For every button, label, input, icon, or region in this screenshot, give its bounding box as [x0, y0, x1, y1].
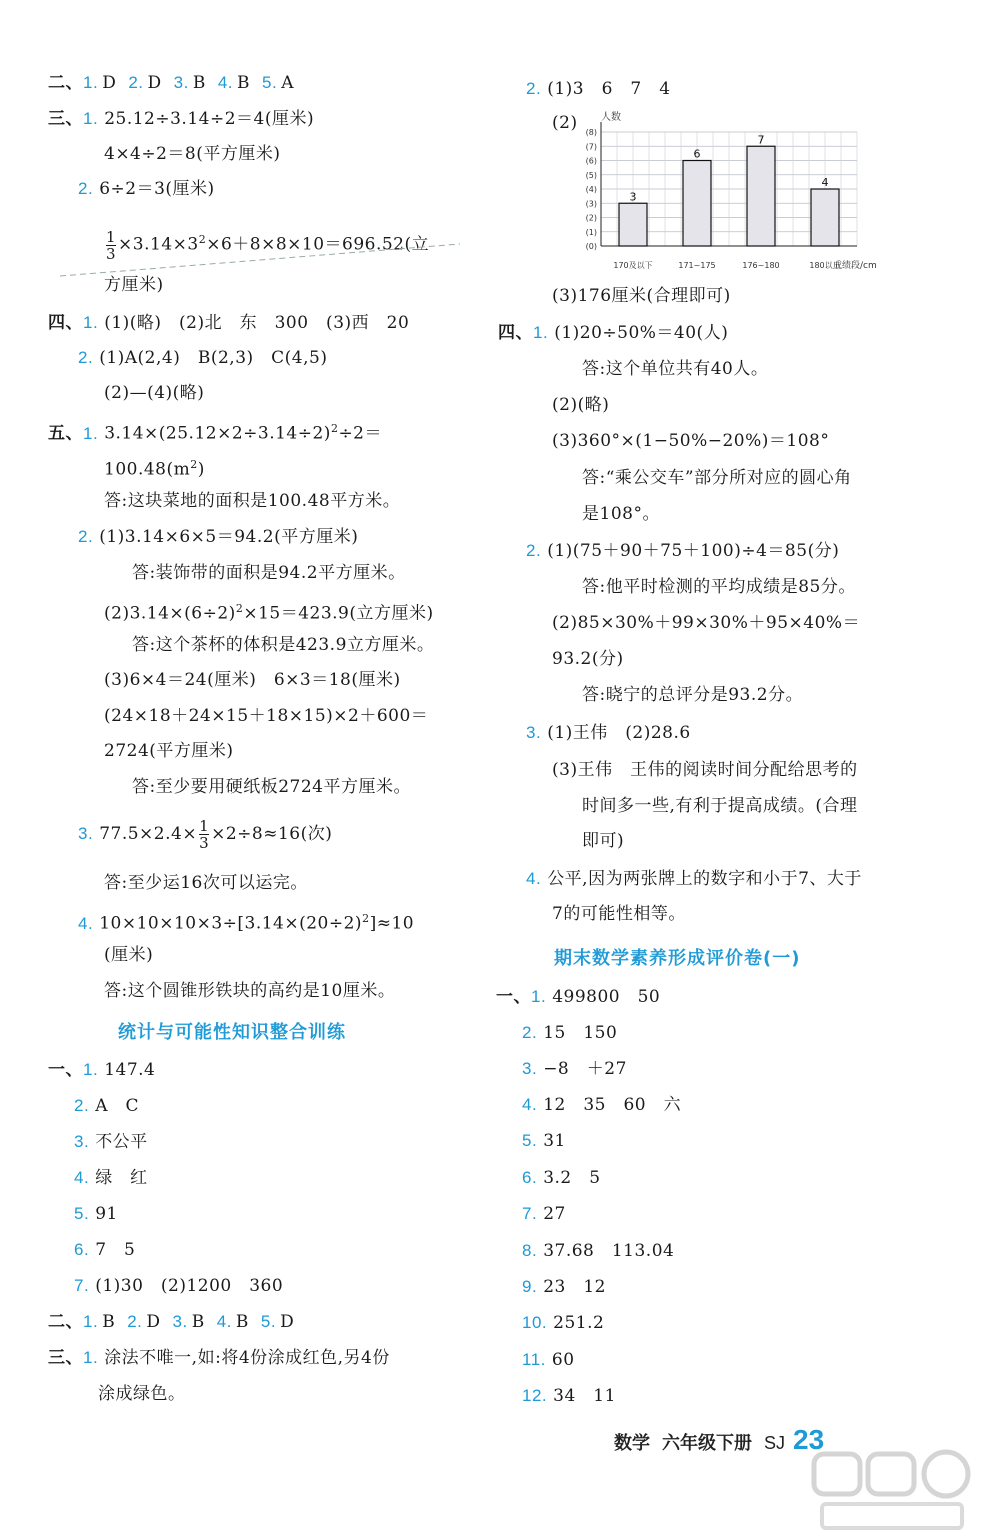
item-number: 7. [522, 1204, 538, 1223]
section-label: 一、 [48, 1060, 83, 1080]
item-number: 1. [83, 1312, 99, 1331]
list-item [522, 1054, 627, 1084]
answer-text: (2)85×30%＋99×30%＋95×40%＝ [552, 613, 861, 633]
fraction-denominator: 3 [199, 834, 210, 852]
fraction-numerator: 1 [106, 227, 117, 246]
list-item [522, 1272, 606, 1302]
answer-text: 时间多一些,有利于提高成绩。(合理 [582, 796, 858, 816]
item-answer: A [281, 73, 294, 93]
answer-text: ) [197, 459, 205, 480]
answer-text: (3)176厘米(合理即可) [552, 286, 731, 306]
y-tick-label: (1) [585, 227, 597, 237]
item-answer: B [235, 1312, 249, 1332]
item-number: 6. [522, 1168, 538, 1187]
item-number: 2. [128, 73, 144, 92]
item-number: 4. [216, 1312, 232, 1331]
answer-line [496, 982, 660, 1012]
bar [683, 161, 711, 247]
item-number: 12. [522, 1386, 548, 1405]
answer-line [48, 1307, 294, 1337]
list-item [74, 1199, 118, 1229]
list-item [522, 1126, 566, 1156]
item-number: 2. [127, 1312, 143, 1331]
item-number: 7. [74, 1276, 90, 1295]
item-answer: D [102, 73, 117, 93]
item-answer: A C [95, 1096, 139, 1116]
y-tick-label: (4) [585, 185, 597, 194]
footer-subject: 数学 [614, 1433, 650, 1454]
y-tick-label: (5) [585, 170, 597, 180]
answer-text: ×6＋8×8×10＝696.52(立 [206, 234, 430, 255]
item-number: 2. [74, 1096, 90, 1115]
answer-text: 答:装饰带的面积是94.2平方厘米。 [132, 563, 406, 583]
item-answer: D [147, 73, 162, 93]
answer-line [48, 414, 382, 444]
answer-text: 2724(平方厘米) [104, 741, 234, 761]
item-number: 3. [526, 723, 542, 742]
section-label: 五、 [48, 423, 83, 444]
answer-text: 答:“乘公交车”部分所对应的圆心角 [582, 468, 852, 488]
answer-text: (1)(略) (2)北 东 300 (3)西 20 [104, 313, 410, 333]
answer-text: (3)6×4＝24(厘米) 6×3＝18(厘米) [104, 670, 401, 690]
item-number: 4. [74, 1168, 90, 1187]
watermark-logo [808, 1448, 978, 1536]
item-number: 1. [533, 323, 549, 342]
item-number: 1. [83, 73, 99, 92]
item-number: 10. [522, 1313, 548, 1332]
item-number: 3. [173, 73, 189, 92]
item-answer: (1)30 (2)1200 360 [95, 1276, 284, 1296]
item-answer: 60 [551, 1350, 575, 1370]
answer-text: 4×4÷2＝8(平方厘米) [104, 144, 281, 164]
answer-line [78, 814, 332, 854]
answer-line [104, 450, 205, 480]
list-item [522, 1199, 566, 1229]
answer-text: (3)360°×(1−50%−20%)＝108° [552, 431, 830, 451]
list-item [522, 1236, 674, 1266]
item-number: 3. [74, 1132, 90, 1151]
answer-line [78, 522, 358, 552]
list-item [522, 1163, 601, 1193]
answer-line [48, 308, 409, 338]
section-label: 三、 [48, 1348, 83, 1368]
section-heading: 期末数学素养形成评价卷(一) [554, 948, 801, 969]
section-label: 三、 [48, 109, 83, 129]
fraction-numerator: 1 [199, 817, 210, 835]
section-heading: 统计与可能性知识整合训练 [118, 1022, 346, 1043]
answer-text: 答:这个茶杯的体积是423.9立方厘米。 [132, 635, 435, 655]
item-answer: 34 11 [553, 1386, 616, 1406]
section-label: 二、 [48, 1312, 83, 1332]
item-number: 6. [74, 1240, 90, 1259]
item-answer: B [102, 1312, 116, 1332]
item-number: 3. [522, 1059, 538, 1078]
answer-text: 答:至少运16次可以运完。 [104, 873, 308, 893]
footer-grade: 六年级下册 [662, 1433, 752, 1454]
section-label: 四、 [48, 313, 83, 333]
x-tick-label: 170及以下 [613, 261, 653, 270]
item-answer: 7 5 [95, 1240, 136, 1260]
answer-text: 6÷2＝3(厘米) [99, 179, 215, 199]
bar-value-label: 7 [757, 133, 765, 147]
answer-text: 7的可能性相等。 [552, 904, 686, 924]
answer-line [78, 174, 215, 204]
list-item [74, 1127, 148, 1157]
item-number: 4. [526, 869, 542, 888]
answer-text: (2)—(4)(略) [104, 383, 205, 403]
answer-text: 答:至少要用硬纸板2724平方厘米。 [132, 777, 411, 797]
answer-text: 方厘米) [104, 275, 164, 295]
answer-text: 93.2(分) [552, 649, 624, 669]
y-tick-label: (7) [585, 142, 597, 152]
item-answer: D [280, 1312, 295, 1332]
answer-text: (1)20÷50%＝40(人) [554, 323, 729, 343]
item-answer: B [237, 73, 251, 93]
answer-line [48, 104, 314, 134]
answer-text: ÷2＝ [338, 423, 382, 444]
item-number: 4. [217, 73, 234, 92]
item-number: 1. [83, 109, 99, 128]
answer-text: 答:晓宁的总评分是93.2分。 [582, 685, 804, 705]
item-number: 8. [522, 1241, 538, 1260]
answer-line [104, 594, 434, 624]
answer-text: 10×10×10×3÷[3.14×(20÷2) [99, 913, 363, 934]
list-item [74, 1091, 139, 1121]
item-number: 1. [531, 987, 547, 1006]
answer-text: 涂法不唯一,如:将4份涂成红色,另4份 [104, 1348, 390, 1368]
item-answer: 37.68 113.04 [543, 1241, 675, 1261]
answer-line [48, 1055, 155, 1085]
answer-line [526, 536, 839, 566]
bar-chart [555, 108, 905, 278]
answer-text: 答:他平时检测的平均成绩是85分。 [582, 577, 856, 597]
dashed-divider [60, 242, 460, 278]
item-answer: 15 150 [543, 1023, 618, 1043]
y-axis-label: 人数 [601, 112, 621, 123]
item-answer: B [191, 1312, 205, 1332]
item-number: 1. [83, 423, 99, 443]
item-answer: 27 [543, 1204, 566, 1224]
exponent: 2 [235, 602, 244, 615]
list-item [74, 1271, 283, 1301]
item-answer: 3.2 5 [543, 1168, 601, 1188]
answer-text: 公平,因为两张牌上的数字和小于7、大于 [547, 869, 862, 889]
section-label: 二、 [48, 73, 83, 93]
answer-line [78, 343, 327, 373]
answer-text: ×2÷8≈16(次) [211, 824, 333, 844]
x-axis-label: 成绩段/cm [833, 261, 877, 271]
footer-code: SJ [764, 1433, 786, 1453]
exponent: 2 [330, 422, 339, 435]
item-number: 9. [522, 1277, 538, 1296]
answer-text: (2) [552, 113, 578, 133]
answer-line [78, 904, 414, 934]
bar-value-label: 4 [821, 176, 829, 189]
list-item [74, 1163, 148, 1193]
item-number: 1. [83, 313, 99, 332]
y-tick-label: (2) [585, 213, 597, 223]
answer-text: (2)3.14×(6÷2) [104, 603, 236, 624]
exponent: 2 [198, 233, 207, 246]
bar-value-label: 6 [693, 147, 701, 161]
answer-text: (厘米) [104, 945, 154, 965]
fraction [199, 818, 209, 851]
item-answer: 23 12 [543, 1277, 606, 1297]
item-answer: 147.4 [104, 1060, 156, 1080]
exponent: 2 [190, 458, 198, 471]
answer-text: 答:这个单位共有40人。 [582, 359, 769, 379]
answer-line [48, 68, 294, 98]
x-tick-labels [613, 260, 840, 270]
bar [619, 203, 647, 246]
bar-value-label: 3 [629, 190, 637, 204]
section-label: 四、 [498, 323, 533, 343]
answer-text: 答:这块菜地的面积是100.48平方米。 [104, 491, 401, 511]
item-number: 2. [78, 527, 94, 546]
answer-text: (24×18＋24×15＋18×15)×2＋600＝ [104, 706, 429, 726]
item-number: 2. [78, 179, 94, 198]
item-number: 2. [526, 79, 542, 98]
answer-text: 77.5×2.4× [99, 824, 198, 844]
list-item [522, 1381, 616, 1411]
y-tick-labels [586, 128, 597, 251]
answer-text: ×3.14×3 [118, 234, 199, 255]
answer-text: (3)王伟 王伟的阅读时间分配给思考的 [552, 760, 858, 780]
answer-text: 是108°。 [582, 504, 660, 524]
item-number: 2. [526, 541, 542, 560]
item-answer: 不公平 [95, 1132, 148, 1152]
answer-text: 即可) [582, 831, 625, 851]
item-answer: 499800 50 [552, 987, 661, 1007]
item-answer: D [146, 1312, 161, 1332]
answer-text: (1)A(2,4) B(2,3) C(4,5) [99, 348, 328, 368]
answer-text: 100.48(m [104, 459, 191, 480]
answer-line [48, 1343, 390, 1373]
item-answer: 251.2 [553, 1313, 605, 1333]
page-footer [614, 1424, 824, 1464]
answer-text: ×15＝423.9(立方厘米) [243, 603, 434, 624]
item-number: 2. [78, 348, 94, 367]
y-tick-label: (3) [585, 199, 597, 209]
exponent: 2 [362, 912, 370, 925]
answer-line [498, 318, 728, 348]
answer-text: (2)(略) [552, 395, 610, 415]
item-answer: −8 ＋27 [543, 1059, 627, 1079]
answer-text: (1)王伟 (2)28.6 [547, 723, 691, 743]
list-item [522, 1018, 617, 1048]
answer-text: 涂成绿色。 [98, 1384, 186, 1404]
item-number: 3. [172, 1312, 188, 1331]
item-number: 5. [262, 73, 278, 92]
section-label: 一、 [496, 987, 531, 1007]
x-tick-label: 171~175 [678, 261, 716, 270]
answer-text: (1)3.14×6×5＝94.2(平方厘米) [99, 527, 359, 547]
item-number: 3. [78, 824, 94, 843]
item-number: 1. [83, 1348, 99, 1367]
y-tick-label: (6) [585, 156, 597, 166]
answer-text: 答:这个圆锥形铁块的高约是10厘米。 [104, 981, 396, 1001]
y-tick-label: (0) [585, 242, 597, 251]
page-number: 23 [793, 1424, 825, 1455]
list-item [74, 1235, 135, 1265]
item-answer: 12 35 60 六 [543, 1095, 682, 1115]
item-answer: 31 [543, 1131, 566, 1151]
answer-text: ]≈10 [369, 913, 415, 934]
item-number: 5. [260, 1312, 277, 1331]
x-tick-label: 180以上 [809, 261, 841, 270]
bar [811, 189, 839, 246]
answer-text: 25.12÷3.14÷2＝4(厘米) [104, 109, 315, 129]
list-item [522, 1090, 681, 1120]
item-answer: 91 [95, 1204, 118, 1224]
item-number: 5. [74, 1204, 90, 1223]
list-item [522, 1345, 575, 1375]
item-number: 5. [522, 1131, 538, 1150]
fraction-denominator: 3 [106, 244, 117, 263]
bar [747, 146, 775, 246]
answer-line [526, 74, 671, 104]
item-number: 11. [522, 1350, 546, 1369]
y-tick-label: (8) [585, 128, 597, 137]
item-number: 4. [522, 1095, 538, 1114]
item-number: 1. [83, 1060, 99, 1079]
answer-line [526, 864, 862, 894]
item-answer: B [192, 73, 206, 93]
answer-text: (1)(75＋90＋75＋100)÷4＝85(分) [547, 541, 840, 561]
answer-line [526, 718, 691, 748]
item-number: 2. [522, 1023, 538, 1042]
answer-text: 3.14×(25.12×2÷3.14÷2) [104, 423, 331, 444]
item-number: 4. [78, 913, 94, 933]
list-item [522, 1308, 604, 1338]
item-answer: 绿 红 [95, 1168, 148, 1188]
answer-text: (1)3 6 7 4 [547, 79, 671, 99]
x-tick-label: 176~180 [742, 261, 780, 270]
